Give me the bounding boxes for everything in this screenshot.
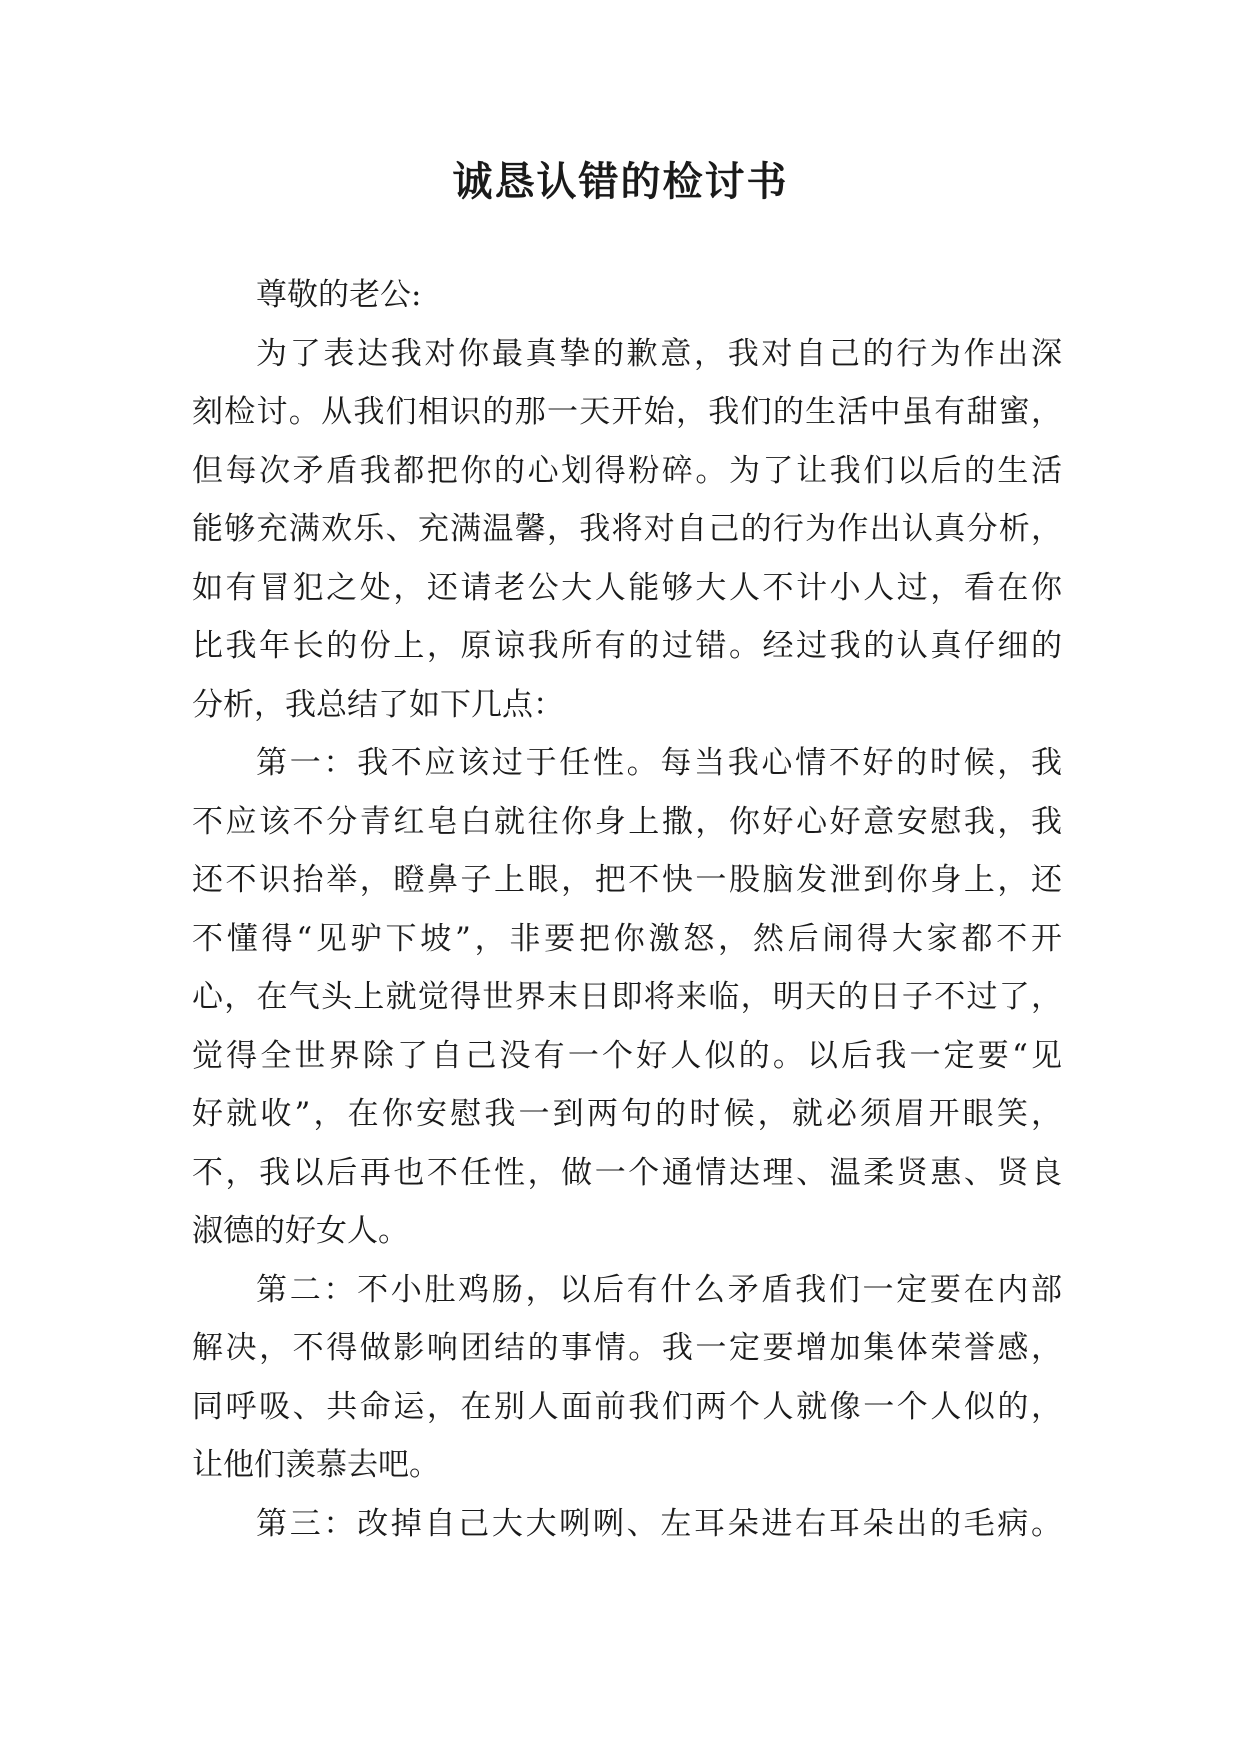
text-line: 如有冒犯之处，还请老公大人能够大人不计小人过，看在你 bbox=[192, 569, 1062, 606]
text-line: 但每次矛盾我都把你的心划得粉碎。为了让我们以后的生活 bbox=[192, 452, 1062, 489]
text-line: 好就收”，在你安慰我一到两句的时候，就必须眉开眼笑， bbox=[192, 1096, 1062, 1132]
document-body bbox=[192, 266, 1062, 1553]
text-line: 第一：我不应该过于任性。每当我心情不好的时候，我 bbox=[256, 745, 1062, 781]
text-line: 刻检讨。从我们相识的那一天开始，我们的生活中虽有甜蜜， bbox=[192, 394, 1062, 430]
text-line: 尊敬的老公: bbox=[256, 277, 422, 313]
text-line: 让他们羡慕去吧。 bbox=[192, 1447, 440, 1483]
text-line: 比我年长的份上，原谅我所有的过错。经过我的认真仔细的 bbox=[192, 628, 1062, 664]
text-line: 觉得全世界除了自己没有一个好人似的。以后我一定要“见 bbox=[192, 1037, 1062, 1074]
text-line: 第二：不小肚鸡肠，以后有什么矛盾我们一定要在内部 bbox=[256, 1271, 1062, 1308]
text-line: 不，我以后再也不任性，做一个通情达理、温柔贤惠、贤良 bbox=[192, 1154, 1062, 1191]
document-title: 诚恳认错的检讨书 bbox=[452, 159, 789, 205]
text-line: 还不识抬举，瞪鼻子上眼，把不快一股脑发泄到你身上，还 bbox=[192, 862, 1062, 898]
text-line: 心，在气头上就觉得世界末日即将来临，明天的日子不过了， bbox=[192, 979, 1062, 1015]
text-line: 解决，不得做影响团结的事情。我一定要增加集体荣誉感， bbox=[192, 1330, 1062, 1366]
text-line: 同呼吸、共命运，在别人面前我们两个人就像一个人似的， bbox=[192, 1388, 1062, 1425]
text-line: 第三：改掉自己大大咧咧、左耳朵进右耳朵出的毛病。 bbox=[256, 1505, 1062, 1542]
text-line: 能够充满欢乐、充满温馨，我将对自己的行为作出认真分析， bbox=[192, 511, 1062, 547]
text-line: 分析，我总结了如下几点： bbox=[192, 686, 564, 723]
text-line: 淑德的好女人。 bbox=[192, 1213, 409, 1249]
text-line: 不懂得“见驴下坡”，非要把你激怒，然后闹得大家都不开 bbox=[192, 920, 1062, 957]
text-line: 不应该不分青红皂白就往你身上撒，你好心好意安慰我，我 bbox=[192, 803, 1062, 840]
text-line: 为了表达我对你最真挚的歉意，我对自己的行为作出深 bbox=[256, 335, 1062, 372]
